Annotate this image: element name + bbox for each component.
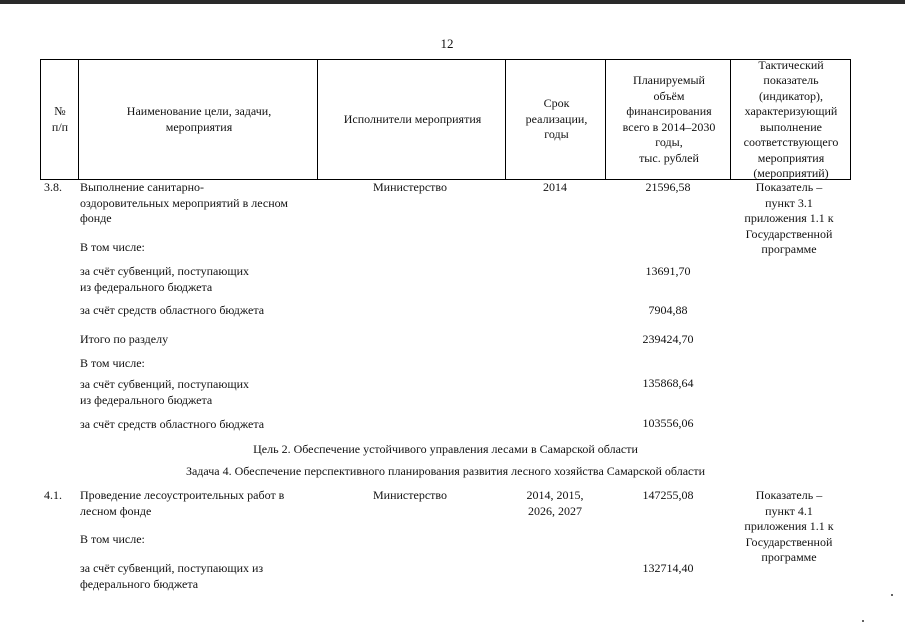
row-4-1-number: 4.1. [44, 488, 62, 502]
row-4-1-incl-label: В том числе: [80, 532, 145, 546]
row-4-1-fed-amount: 132714,40 [642, 561, 694, 575]
row-4-1-term: 2014, 2015, 2026, 2027 [526, 488, 584, 518]
row-3-8-number: 3.8. [44, 180, 62, 194]
section-total-incl-label: В том числе: [80, 356, 145, 370]
header-funding: Планируемый объём финансирования всего в 2014–2030 годы, тыс. рублей [622, 73, 716, 165]
header-divider [78, 59, 79, 180]
section-total-label: Итого по разделу [80, 332, 169, 346]
row-3-8-fed-label: за счёт субвенций, поступающих из федерального бюджета [80, 264, 249, 294]
header-divider [730, 59, 731, 180]
task-4-heading: Задача 4. Обеспечение перспективного планирования развития лесного хозяйства Самарской области [185, 464, 706, 478]
row-4-1-amount: 147255,08 [642, 488, 694, 502]
section-total-reg-amount: 103556,06 [642, 416, 694, 430]
row-3-8-amount: 21596,58 [645, 180, 691, 194]
row-4-1-name: Проведение лесоустроительных работ в лесном фонде [80, 488, 285, 518]
row-3-8-reg-amount: 7904,88 [648, 303, 688, 317]
row-3-8-term: 2014 [543, 180, 567, 194]
section-total-amount: 239424,70 [642, 332, 694, 346]
goal-2-heading: Цель 2. Обеспечение устойчивого управления лесами в Самарской области [253, 442, 638, 456]
row-3-8-reg-label: за счёт средств областного бюджета [80, 303, 265, 317]
header-divider [605, 59, 606, 180]
row-3-8-indicator: Показатель – пункт 3.1 приложения 1.1 к Государственной программе [744, 180, 834, 256]
header-divider [317, 59, 318, 180]
section-total-reg-label: за счёт средств областного бюджета [80, 417, 265, 431]
row-3-8-fed-amount: 13691,70 [645, 264, 691, 278]
header-term: Срок реализации, годы [525, 96, 588, 142]
row-4-1-fed-label: за счёт субвенций, поступающих из федерального бюджета [80, 561, 264, 591]
row-3-8-incl-label: В том числе: [80, 240, 145, 254]
row-3-8-name: Выполнение санитарно- оздоровительных мероприятий в лесном фонде [80, 180, 288, 225]
header-executors: Исполнители мероприятия [343, 111, 482, 126]
header-name: Наименование цели, задачи, мероприятия [126, 104, 272, 134]
section-total-fed-label: за счёт субвенций, поступающих из федерального бюджета [80, 377, 249, 407]
scan-speck [891, 594, 893, 596]
scan-top-border [0, 0, 905, 4]
section-total-fed-amount: 135868,64 [642, 376, 694, 390]
header-num: № п/п [51, 104, 69, 134]
row-4-1-indicator: Показатель – пункт 4.1 приложения 1.1 к Государственной программе [744, 488, 834, 564]
row-3-8-executor: Министерство [373, 180, 447, 194]
header-indicator: Тактический показатель (индикатор), характеризующий выполнение соответствующего мероприятия (мероприятий) [743, 57, 839, 180]
header-divider [505, 59, 506, 180]
scan-speck [862, 620, 864, 622]
row-4-1-executor: Министерство [373, 488, 447, 502]
page-number: 12 [440, 36, 454, 51]
